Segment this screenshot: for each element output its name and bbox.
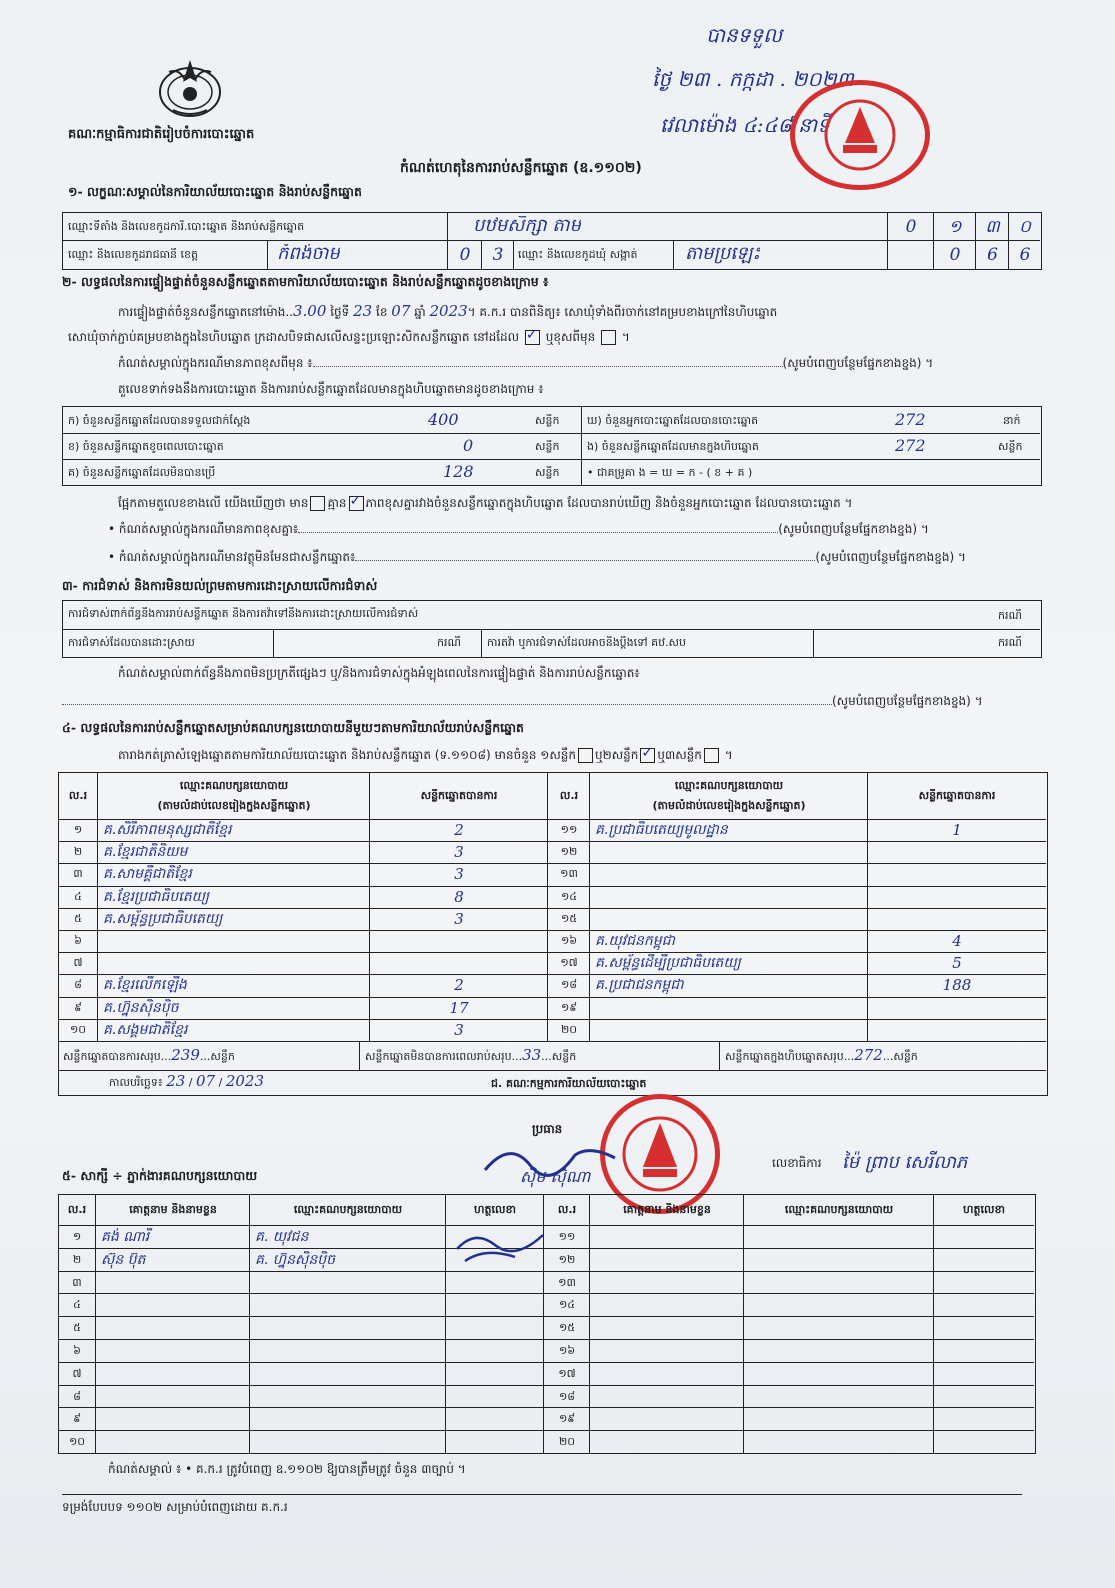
complaint-solved-case: ករណី	[437, 636, 461, 649]
witness-name: គង់ ណារី	[101, 1229, 150, 1245]
result-row-party: គ.ខ្មែរលើកឡើង	[103, 977, 187, 994]
location-code-3: ៣	[985, 217, 1000, 237]
commune-code-3: 6	[1019, 245, 1031, 265]
witness-row-no: ១៧	[558, 1366, 576, 1380]
witness-row-no: ១៤	[558, 1298, 576, 1312]
witness-row-no: ២	[72, 1252, 82, 1266]
no-diff-checkbox[interactable]	[349, 496, 364, 511]
result-row-party: គ.សាមគ្គីជាតិខ្មែរ	[103, 866, 192, 883]
result-row-party: គ.សិរីភាពមនុស្សជាតិខ្មែរ	[103, 822, 232, 838]
section3-title: ៣- ការជំទាស់ និងការមិនយល់ព្រមតាមការដោះស្រាយលើការជំទាស់	[62, 578, 378, 593]
changed-checkbox[interactable]	[601, 330, 616, 345]
location-value: បឋមសិក្សា តាម	[473, 216, 581, 236]
location-code-4: ០	[1018, 217, 1032, 237]
witness-row-no: ៨	[73, 1389, 81, 1403]
count-d-value: 272	[895, 410, 926, 429]
result-row-votes: 2	[454, 976, 464, 995]
witness-table	[58, 1194, 1036, 1454]
result-row-no: ១៧	[560, 956, 578, 970]
count-e-unit: សន្លឹក	[998, 440, 1023, 453]
irregular-fill: (សូមបំពេញបន្ថែមផ្នែកខាងខ្នង) ។	[62, 694, 983, 708]
one-sheet-checkbox[interactable]	[578, 748, 593, 763]
result-row-party: គ.សង្គមជាតិខ្មែរ	[103, 1021, 188, 1038]
result-row-no: ៩	[74, 1000, 82, 1014]
three-sheet-checkbox[interactable]	[704, 748, 719, 763]
witness-row-no: ១០	[68, 1435, 86, 1449]
receipt-date: ថ្ងៃ ២៣ . កក្កដា . ២០២៣	[652, 67, 854, 91]
section1-title: ១- លក្ខណៈសម្គាល់នៃការិយាល័យបោះឆ្នោត និងរាប់សន្លឹកឆ្នោត	[68, 184, 362, 199]
witness-party: គ. ហ្វ៊ុនស៊ិនប៉ិច	[255, 1251, 335, 1268]
count-table	[62, 406, 1042, 486]
result-row-no: ១៩	[560, 1000, 578, 1014]
result-row-votes: 3	[454, 843, 464, 862]
chair-label: ប្រធាន	[532, 1122, 563, 1136]
receipt-time: វេលាម៉ោង ៤:៤៨ នាទី	[660, 113, 830, 137]
results-table	[58, 772, 1048, 1096]
secretary-signature: ម៉ៃ ព្រាប សេរីលាភ	[842, 1152, 968, 1173]
emblem-icon	[155, 52, 225, 120]
committee-name: គណៈកម្មាធិការជាតិរៀបចំការបោះឆ្នោត	[68, 127, 255, 142]
form-title: កំណត់ហេតុនៃការរាប់សន្លឹកឆ្នោត (ឧ.១១០២)	[400, 160, 642, 176]
col-party-left: ឈ្មោះគណបក្សនយោបាយ	[179, 779, 289, 792]
col-party-sub-right: (តាមលំដាប់លេខរៀងក្នុងសន្លឹកឆ្នោត)	[652, 799, 806, 812]
complaint-appeal-case: ករណី	[998, 636, 1022, 649]
verify-line-1: ការផ្ទៀងផ្ទាត់ចំនួនសន្លឹកឆ្នោតនៅម៉ោង..3.00 ថ្ងៃទី 23 ខែ 07 ឆ្នាំ 2023។ គ.ក.រ បានពិនិត្យ៖ សោឃុំទាំងពីរចាក់នៅគម្របខាងក្រៅនៃហិបឆ្នោត	[118, 302, 778, 320]
result-row-party: គ.សម្ព័ន្ធប្រជាធិបតេយ្យ	[103, 910, 223, 927]
footer-text: ទម្រង់បែបបទ ១១០២ សម្រាប់បំពេញដោយ គ.ក.រ	[62, 1500, 288, 1514]
count-b-unit: សន្លឹក	[535, 440, 560, 453]
witness-row-no: ១៦	[558, 1344, 576, 1357]
w-col-name-right: គោត្តនាម និងនាមខ្លួន	[623, 1203, 711, 1216]
col-party-right: ឈ្មោះគណបក្សនយោបាយ	[674, 779, 784, 792]
commune-label: ឈ្មោះ និងលេខកូដឃុំ សង្កាត់	[518, 248, 638, 261]
commune-value: តាមប្រឡេះ	[685, 244, 761, 264]
result-row-no: ៤	[74, 889, 82, 903]
result-row-party: គ.ប្រជាធិបតេយ្យមូលដ្ឋាន	[595, 822, 728, 838]
w-col-sign-right: ហត្ថលេខា	[963, 1203, 1005, 1216]
witness-row-no: ៧	[72, 1366, 82, 1380]
section4-title: ៤- លទ្ធផលនៃការរាប់សន្លឹកឆ្នោតសម្រាប់គណបក្សនយោបាយនីមួយៗតាមការិយាល័យរាប់សន្លឹកឆ្នោត	[62, 720, 524, 735]
result-row-party: គ.ហ្វ៊ុនស៊ិនប៉ិច	[103, 999, 179, 1016]
result-row-votes: 2	[454, 821, 464, 839]
province-value: កំពង់ចាម	[277, 244, 340, 264]
receipt-received: បានទទួល	[706, 23, 783, 47]
count-c-unit: សន្លឹក	[535, 466, 560, 479]
chair-signature: ស៊ិម ស៊ុំណា	[520, 1167, 591, 1186]
location-code-1: 0	[905, 217, 917, 237]
province-code-2: 3	[492, 245, 504, 265]
compare-line: ផ្អែកតាមតួលេខខាងលើ យើងឃើញថា មាន គ្មាន✓ ភាពខុសគ្នារវាងចំនួនសន្លឹកឆ្នោតក្នុងហិបឆ្នោត ដែលបានរាប់ឃើញ និងចំនួនអ្នកបោះឆ្នោត ដែលបានបោះឆ្នោត ។	[118, 496, 852, 511]
change-note: កំណត់សម្គាល់ក្នុងករណីមានភាពខុសពីមុន ៖ (សូមបំពេញបន្ថែមផ្នែកខាងខ្នង) ។	[118, 356, 934, 370]
witness-row-no: ៤	[73, 1298, 81, 1312]
province-code-1: 0	[459, 245, 471, 265]
result-row-no: ២	[73, 845, 83, 859]
count-b-label: ខ) ចំនួនសន្លឹកឆ្នោតខូចពេលបោះឆ្នោត	[68, 440, 224, 453]
list-intro: តួលេខទាក់ទងនឹងការបោះឆ្នោត និងការរាប់សន្លឹកឆ្នោតដែលមានក្នុងហិបឆ្នោតមានដូចខាងក្រោម ៖	[118, 382, 544, 396]
complaint-table	[62, 600, 1042, 658]
witness-row-no: ១៨	[558, 1389, 576, 1403]
diff-note: • កំណត់សម្គាល់ក្នុងករណីមានភាពខុសគ្នា៖ (សូមបំពេញបន្ថែមផ្នែកខាងខ្នង) ។	[108, 522, 929, 536]
count-a-value: 400	[428, 410, 459, 429]
witness-row-no: ១៥	[558, 1321, 576, 1335]
verify-line-2: សោឃុំចាក់ភ្ជាប់គម្របខាងក្នុងនៃហិបឆ្នោត ក្រដាសបិទផាសលើសន្ទះប្រឡោះសិកសន្លឹកឆ្នោត នៅដដែល ✓ ឬខុសពីមុន ។	[68, 330, 630, 345]
col-votes-right: សន្លឹកឆ្នោតបានការ	[918, 789, 996, 802]
witness-row-no: ១១	[558, 1230, 576, 1243]
result-row-no: ១	[73, 823, 83, 836]
result-row-party: គ.ខ្មែរប្រជាធិបតេយ្យ	[103, 888, 210, 905]
official-stamp-top	[790, 80, 930, 190]
complaint-row1: ការជំទាស់ពាក់ព័ន្ធនឹងការរាប់សន្លឹកឆ្នោត និងការតវ៉ាទៅនឹងការដោះស្រាយលើការជំទាស់	[68, 607, 419, 620]
witness-signature	[455, 1227, 545, 1267]
complaint-solved: ការជំទាស់ដែលបានដោះស្រាយ	[68, 636, 195, 649]
chair-signature-scribble	[480, 1140, 620, 1180]
result-row-votes: 8	[454, 887, 464, 906]
witness-row-no: ១៣	[558, 1275, 576, 1289]
w-col-name-left: គោត្តនាម និងនាមខ្លួន	[129, 1203, 217, 1216]
result-row-no: ១៨	[560, 978, 578, 992]
section1-table	[62, 212, 1042, 270]
secretary-label: លេខាធិការ	[772, 1156, 822, 1170]
witness-row-no: ១៩	[558, 1412, 576, 1426]
result-row-no: ២០	[560, 1022, 578, 1036]
result-row-no: ១០	[69, 1022, 87, 1036]
count-c-label: គ) ចំនួនសន្លឹកឆ្នោតដែលមិនបានប្រើ	[68, 466, 216, 479]
has-diff-checkbox[interactable]	[310, 496, 325, 511]
count-d-label: ឃ) ចំនួនអ្នកបោះឆ្នោតដែលបានបោះឆ្នោត	[587, 414, 759, 427]
witness-party: គ. យុវជន	[255, 1229, 309, 1245]
irregular-note: កំណត់សម្គាល់ពាក់ព័ន្ធនឹងភាពមិនប្រក្រតីផ្សេងៗ ឬ/និងការជំទាស់ក្នុងអំឡុងពេលនៃការផ្ទៀងផ្ទាត់ និងការរាប់សន្លឹកឆ្នោត៖	[118, 666, 640, 680]
col-no-left: ល.រ	[68, 789, 88, 802]
w-col-party-left: ឈ្មោះគណបក្សនយោបាយ	[293, 1203, 403, 1216]
result-row-no: ១៤	[560, 889, 578, 903]
footnote: កំណត់សម្គាល់ ៖ • គ.ក.រ ត្រូវបំពេញ ឧ.១១០២ ឱ្យបានត្រឹមត្រូវ ចំនួន ៣ច្បាប់ ។	[108, 1462, 466, 1476]
result-row-votes: 188	[942, 976, 972, 995]
tally-sheet-line: តារាងកត់ត្រាសំឡេងឆ្នោតតាមការិយាល័យបោះឆ្នោត និងរាប់សន្លឹកឆ្នោត (ទ.១១០៨) មានចំនួន ១សន្លឹក ឬ២សន្លឹក✓ ឬ៣សន្លឹក ។	[118, 748, 733, 763]
province-label: ឈ្មោះ និងលេខកូដរាជធានី ខេត្ត	[68, 248, 198, 261]
total-box: សន្លឹកឆ្នោតក្នុងហិបឆ្នោតសរុប...272...សន្លឹក	[725, 1049, 918, 1063]
object-note: • កំណត់សម្គាល់ក្នុងករណីមានវត្ថុមិនមែនជាសន្លឹកឆ្នោត៖ (សូមបំពេញបន្ថែមផ្នែកខាងខ្នង) ។	[108, 550, 966, 564]
witness-row-no: ១២	[558, 1252, 576, 1266]
witness-row-no: ២០	[558, 1435, 576, 1449]
result-row-no: ១៦	[560, 934, 578, 947]
count-a-unit: សន្លឹក	[535, 414, 560, 427]
col-votes-left: សន្លឹកឆ្នោតបានការ	[420, 789, 498, 802]
result-row-votes: 17	[449, 998, 469, 1017]
witness-row-no: ១	[72, 1230, 82, 1243]
col-party-sub-left: (តាមលំដាប់លេខរៀងក្នុងសន្លឹកឆ្នោត)	[157, 799, 311, 812]
result-row-party: គ.យុវជនកម្ពុជា	[595, 933, 675, 949]
commune-code-1: 0	[949, 245, 961, 265]
result-row-no: ៦	[74, 934, 82, 947]
closing-committee: ជ. គណៈកម្មការការិយាល័យបោះឆ្នោត	[491, 1077, 647, 1090]
count-e-value: 272	[895, 436, 926, 455]
w-col-sign-left: ហត្ថលេខា	[474, 1203, 516, 1216]
witness-row-no: ៣	[72, 1275, 82, 1289]
result-row-party: គ.ប្រជាជនកម្ពុជា	[595, 977, 684, 994]
result-row-no: ៥	[74, 911, 82, 925]
result-row-votes: 4	[952, 932, 962, 950]
count-b-value: 0	[463, 436, 474, 455]
count-e-label: ង) ចំនួនសន្លឹកឆ្នោតដែលមានក្នុងហិបឆ្នោត	[587, 440, 759, 453]
witness-row-no: ៦	[73, 1344, 81, 1357]
result-row-party: គ.សម្ព័ន្ធដើម្បីប្រជាធិបតេយ្យ	[595, 955, 741, 972]
location-code-2: ១	[948, 217, 962, 237]
formula: • ជាគម្រូគា ង = ឃ = ក - ( ខ + គ )	[587, 466, 753, 479]
w-col-no-right: ល.រ	[557, 1203, 577, 1216]
location-label: ឈ្មោះទីតាំង និងលេខកូដការិ.បោះឆ្នោត និងរាប់សន្លឹកឆ្នោត	[68, 220, 305, 233]
w-col-no-left: ល.រ	[67, 1203, 87, 1216]
result-row-party: គ.ខ្មែរជាតិនិយម	[103, 844, 188, 861]
count-c-value: 128	[443, 462, 474, 481]
result-row-votes: 1	[952, 821, 962, 839]
result-row-votes: 3	[454, 1020, 464, 1039]
result-row-votes: 3	[454, 909, 464, 928]
result-row-no: ១១	[560, 823, 578, 836]
result-row-votes: 3	[454, 865, 464, 884]
section2-title: ២- លទ្ធផលនៃការផ្ទៀងផ្ទាត់ចំនួនសន្លឹកឆ្នោតតាមការិយាល័យបោះឆ្នោត និងរាប់សន្លឹកឆ្នោតដូចខាងក្រោម ៖	[62, 274, 549, 289]
complaint-appeal: ការតវ៉ា ឬការជំទាស់ដែលអាចនឹងប្តឹងទៅ គឋ.សប	[487, 636, 687, 649]
result-row-no: ៣	[73, 867, 83, 881]
witness-row-no: ៥	[73, 1321, 81, 1335]
commune-code-2: 6	[987, 245, 998, 265]
complaint-row1-case: ករណី	[998, 609, 1022, 622]
total-invalid: សន្លឹកឆ្នោតមិនបានការពេលរាប់សរុប...33...សន្លឹក	[365, 1049, 577, 1063]
section5-title: ៥- សាក្សី ÷ ភ្នាក់ងារគណបក្សនយោបាយ	[62, 1168, 258, 1183]
result-row-no: ៧	[73, 956, 83, 970]
w-col-party-right: ឈ្មោះគណបក្សនយោបាយ	[784, 1203, 894, 1216]
two-sheet-checkbox[interactable]	[640, 748, 655, 763]
result-row-no: ១៣	[560, 867, 578, 881]
col-no-right: ល.រ	[559, 789, 579, 802]
unchanged-checkbox[interactable]	[525, 330, 540, 345]
result-row-no: ១២	[560, 845, 578, 859]
result-row-no: ៨	[74, 978, 82, 992]
count-d-unit: នាក់	[1003, 414, 1021, 427]
witness-name: ស៊ុន ប៊ុត	[101, 1251, 146, 1268]
witness-row-no: ៩	[73, 1412, 81, 1426]
count-a-label: ក) ចំនួនសន្លឹកឆ្នោតដែលបានទទួលជាក់ស្តែង	[68, 414, 251, 427]
result-row-no: ១៥	[560, 911, 578, 925]
closing-date: កាលបរិច្ឆេទ៖ 23 / 07 / 2023	[109, 1075, 264, 1089]
result-row-votes: 5	[952, 954, 962, 973]
total-valid: សន្លឹកឆ្នោតបានការសរុប...239...សន្លឹក	[63, 1049, 235, 1063]
